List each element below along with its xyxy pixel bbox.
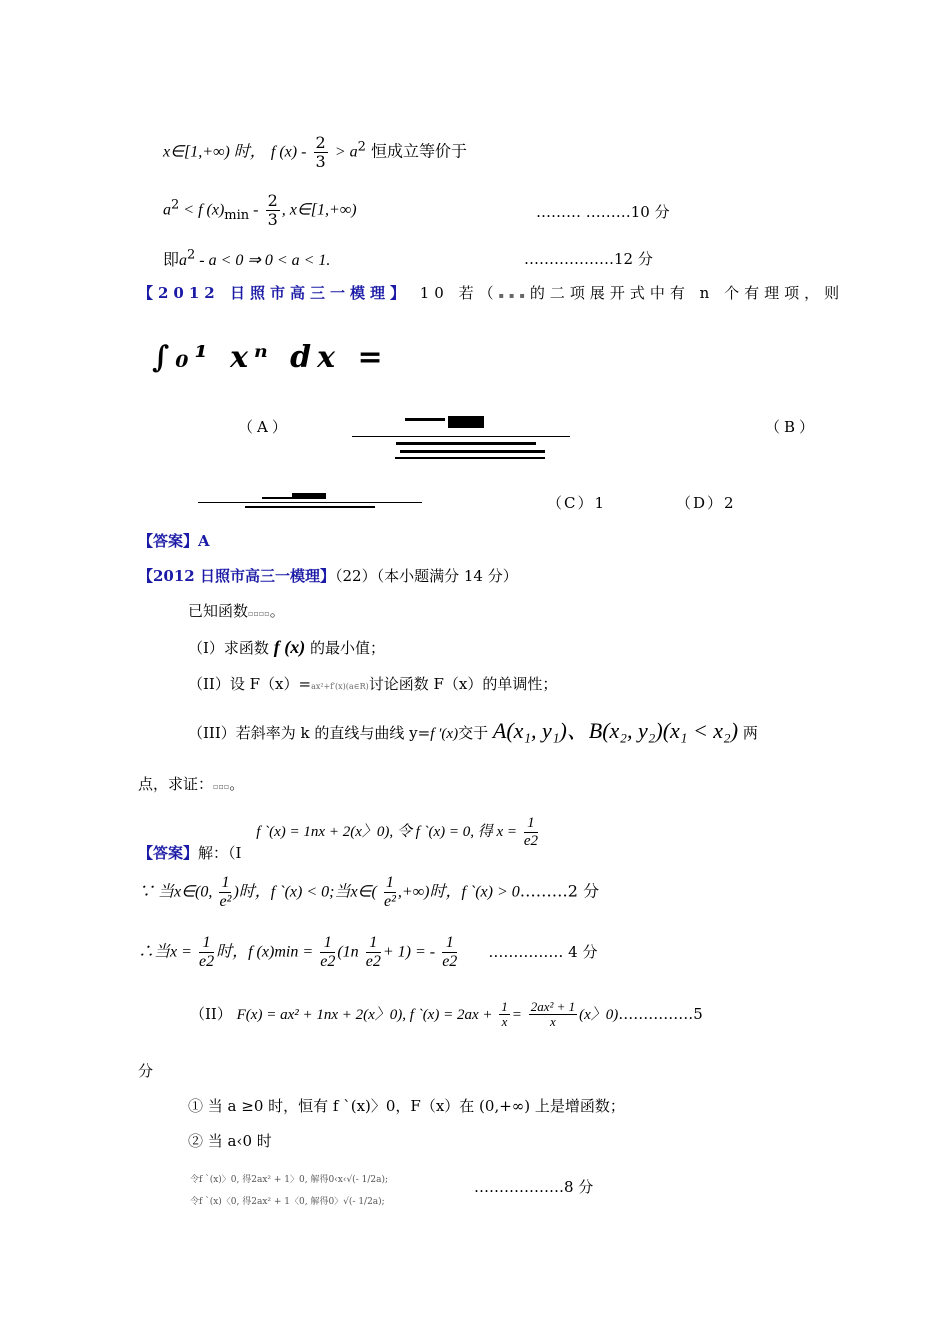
q22-given: 已知函数▫▫▫▫。 <box>188 602 285 620</box>
answer-line-2 <box>138 874 599 910</box>
domain-text: , x∈[1,+∞) <box>281 201 357 219</box>
interval-text-3: ,+∞)时，f `(x) > 0 <box>397 883 520 901</box>
derivative-equation: f `(x) = 1nx + 2(x〉0), 令 f `(x) = 0, 得 x = <box>256 824 518 840</box>
fraction: $\frac{2}{3}$ <box>267 191 278 229</box>
formula-image: ▫▫▫ <box>213 782 230 791</box>
q22-part3 <box>188 714 758 745</box>
superscript: 2 <box>171 197 180 213</box>
fraction: $\frac{\text{2ax² + 1}}{x}$ <box>530 999 576 1030</box>
line-3 <box>163 247 330 270</box>
question-text-2: 的二项展开式中有 n 个有理项，则 <box>529 284 845 302</box>
equals: = <box>511 1006 522 1023</box>
answer-line-7b: 令f `(x)〈0, 得2ax² + 1〈0, 解得0〉√(- 1/2a); <box>190 1197 385 1207</box>
score-5-unit: 分 <box>138 1062 154 1080</box>
interval-text-2: )时，f `(x) < 0;当x∈( <box>233 883 377 901</box>
part-label: （II） <box>190 1004 232 1023</box>
option-b: （B） <box>765 418 819 436</box>
line-2 <box>163 192 357 228</box>
fraction: $\frac{2}{3}$ <box>315 133 326 171</box>
fraction: $\frac{1}{e2}$ <box>320 934 336 970</box>
answer-line-5: ① 当 a ≥0 时，恒有 f `(x)〉0，F（x）在 (0,+∞) 上是增函数； <box>188 1097 625 1115</box>
log-text: (1n <box>337 943 359 961</box>
answer-line-3 <box>138 934 598 970</box>
q10-answer: 【答案】A <box>138 532 210 550</box>
formula-image: ax²+f′(x)(a∈R) <box>311 682 369 691</box>
fraction: $\frac{1}{e2}$ <box>199 934 215 970</box>
formula-image: ▪▪▪ <box>498 291 530 300</box>
inequality: > a <box>334 143 358 161</box>
formula-image: ▫▫▫▫ <box>248 609 270 618</box>
interval-text: ∵ 当x∈(0, <box>138 883 213 901</box>
domain-text: (x〉0) <box>579 1006 619 1023</box>
source-tag: 【2012 日照市高三一模理】 <box>138 567 335 585</box>
part-label: （III）若斜率为 k 的直线与曲线 y= <box>188 724 431 742</box>
option-d: （D）2 <box>676 494 736 512</box>
function-text: < f (x) <box>179 201 225 219</box>
fraction: $\frac{1}{e2}$ <box>365 934 381 970</box>
variable: a <box>163 201 171 219</box>
q22-part1 <box>188 637 385 658</box>
function-text: f ′(x) <box>430 726 459 742</box>
superscript: 2 <box>187 247 196 263</box>
option-a: （A） <box>238 418 291 436</box>
score-4: …………… 4 分 <box>488 942 598 961</box>
fraction: $\frac{1}{e2}$ <box>523 815 539 849</box>
F-definition: F(x) = ax² + 1nx + 2(x〉0), f `(x) = 2ax + <box>236 1006 493 1023</box>
part-label: （II）设 F（x）= <box>188 675 312 693</box>
answer-label: 【答案】 <box>138 844 199 862</box>
q22-part2 <box>188 673 557 694</box>
fraction: $\frac{1}{\text{e²}}$ <box>383 874 396 910</box>
function-text: f (x) - <box>270 143 307 161</box>
answer-line-7a: 令f `(x)〉0, 得2ax² + 1〉0, 解得0‹x‹√(- 1/2a); <box>190 1175 388 1185</box>
line-1 <box>163 134 467 170</box>
part-label: （I）求函数 <box>188 639 269 657</box>
answer-line-4 <box>190 1000 703 1030</box>
result-text: + 1) = - <box>382 943 436 961</box>
part-text: 的最小值； <box>309 639 385 657</box>
q22-heading <box>138 565 518 586</box>
q10-heading <box>138 282 844 303</box>
score-8: ………………8 分 <box>474 1178 594 1196</box>
conclusion-text: ∴当x = <box>138 943 192 961</box>
score-12: ………………12 分 <box>524 250 653 268</box>
score-10: ……… ………10 分 <box>536 203 670 221</box>
answer-line-6: ② 当 a‹0 时 <box>188 1132 272 1150</box>
superscript: 2 <box>357 139 366 155</box>
variable: a <box>179 252 188 269</box>
prove-text: 点，求证： <box>138 775 214 793</box>
inequality: - a < 0 ⇒ 0 < a < 1. <box>195 252 331 269</box>
integral-expression: ∫₀¹ xⁿ dx = <box>152 340 389 375</box>
score-2: ………2 分 <box>519 881 600 901</box>
part-text-tail: 两 <box>742 724 758 742</box>
question-head: （22）（本小题满分 14 分） <box>334 567 518 585</box>
q22-part3-line2 <box>138 773 244 794</box>
score-5: ……………5 <box>618 1004 703 1023</box>
fraction: $\frac{1}{e2}$ <box>442 934 458 970</box>
condition-text: x∈[1,+∞) 时， <box>163 143 266 161</box>
subscript: min <box>224 207 250 223</box>
source-tag: 【2012 日照市高三一模理】 <box>138 284 410 302</box>
option-c: （C）1 <box>547 494 607 512</box>
question-text: 10 若（ <box>419 284 499 302</box>
fraction: $\frac{1}{x}$ <box>501 999 508 1030</box>
min-value-text: 时，f (x)min = <box>216 943 314 961</box>
operator: - <box>249 201 259 219</box>
given-text: 已知函数 <box>188 602 249 620</box>
part-text: 讨论函数 F（x）的单调性； <box>368 675 558 693</box>
answer-intro: 解：（I <box>198 844 242 862</box>
statement-text: 恒成立等价于 <box>365 141 467 161</box>
points-expression: A(x₁, y₁)、B(x₂, y₂)(x₁ < x₂) <box>492 718 739 743</box>
fraction: $\frac{1}{\text{e²}}$ <box>219 874 232 910</box>
punctuation: 。 <box>229 775 245 793</box>
answer-line-1 <box>138 815 540 862</box>
function-text: f (x) <box>273 637 306 657</box>
part-text: 交于 <box>458 724 489 742</box>
prefix-text: 即 <box>163 250 180 269</box>
